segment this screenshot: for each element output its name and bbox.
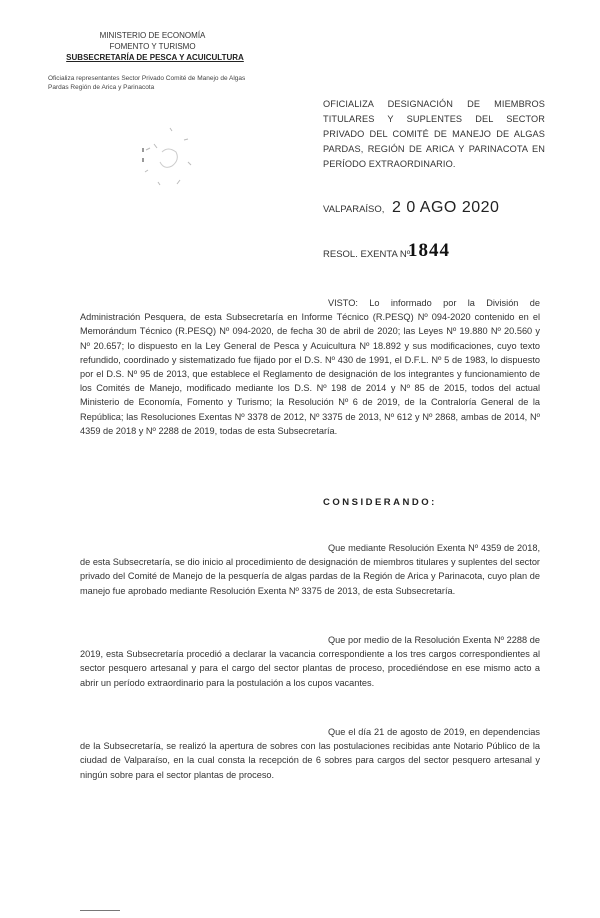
document-title: OFICIALIZA DESIGNACIÓN DE MIEMBROS TITULARES Y SUPLENTES DEL SECTOR PRIVADO DEL COMITÉ DE MANEJO DE ALGAS PARDAS, REGIÓN DE ARICA Y PARINACOTA EN PERÍODO EXTRAORDINARIO. xyxy=(323,99,545,169)
footer-rule xyxy=(80,910,120,911)
header-ministry-sub: FOMENTO Y TURISMO xyxy=(109,42,196,51)
visto-paragraph: VISTO: Lo informado por la División de Administración Pesquera, de esta Subsecretaría en Informe Técnico (R.PESQ) Nº 094-2020 contenido en el Memorándum Técnico (R.PESQ) Nº 094-2020, de fecha 30 de abril de 2020; las Leyes Nº 19.880 Nº 20.560 y Nº 20.657; lo dispuesto en la Ley General de Pesca y Acuicultura Nº 18.892 y sus modificaciones, cuyo texto refundido, coordinado y sistematizado fue fijado por el D.S. Nº 430 de 1991, el D.F.L. Nº 5 de 1983, lo dispuesto por el D.S. Nº 95 de 2013, que establece el Reglamento de designación de los integrantes y funcionamiento de los Comités de Manejo, modificado mediante los D.S. Nº 198 de 2014 y Nº 85 de 2015, todos del actual Ministerio de Economía, Fomento y Turismo; la Resolución Nº 6 de 2019, de la Contraloría General de la República; las Resoluciones Exentas Nº 3378 de 2012, Nº 3375 de 2013, Nº 612 y Nº 2868, ambas de 2014, Nº 4359 de 2018 y Nº 2288 de 2019, todas de esta Subsecretaría. xyxy=(80,298,540,436)
header-ministry: MINISTERIO DE ECONOMÍA xyxy=(99,31,206,40)
place-label: VALPARAÍSO, xyxy=(323,204,385,215)
considerando-heading: CONSIDERANDO: xyxy=(323,497,437,508)
faint-stamp-mark xyxy=(140,122,200,192)
considerando-paragraph-1: Que mediante Resolución Exenta Nº 4359 de 2018, de esta Subsecretaría, se dio inicio al procedimiento de designación de miembros titulares y suplentes del sector privado del Comité de Manejo de la pesquería de algas pardas de la Región de Arica y Parinacota, cuyo plan de manejo fue aprobado mediante Resolución Exenta Nº 3375 de 2013, de esta Subsecretaría. xyxy=(80,543,540,596)
considerando-paragraph-3: Que el día 21 de agosto de 2019, en dependencias de la Subsecretaría, se realizó la apertura de sobres con las postulaciones recibidas ante Notario Público de la ciudad de Valparaíso, en la cual consta la recepción de 6 sobres para cargos del sector pesquero artesanal y ningún sobre para el sector plantas de proceso. xyxy=(80,727,540,780)
header-reference: Oficializa representantes Sector Privado Comité de Manejo de Algas Pardas Región de Arica y Parinacota xyxy=(48,75,246,91)
header-subsecretaria: SUBSECRETARÍA DE PESCA Y ACUICULTURA xyxy=(66,53,244,62)
considerando-paragraph-2: Que por medio de la Resolución Exenta Nº 2288 de 2019, esta Subsecretaría procedió a declarar la vacancia correspondiente a los tres cargos correspondientes al sector pesquero artesanal y para el cargo del sector plantas de proceso, procediéndose en ese mismo acto a abrir un período extraordinario para la postulación a los cupos vacantes. xyxy=(80,635,540,688)
resolution-number: 1844 xyxy=(408,240,450,261)
stamped-date: 2 0 AGO 2020 xyxy=(392,199,500,216)
resolution-label: RESOL. EXENTA Nº xyxy=(323,249,411,260)
